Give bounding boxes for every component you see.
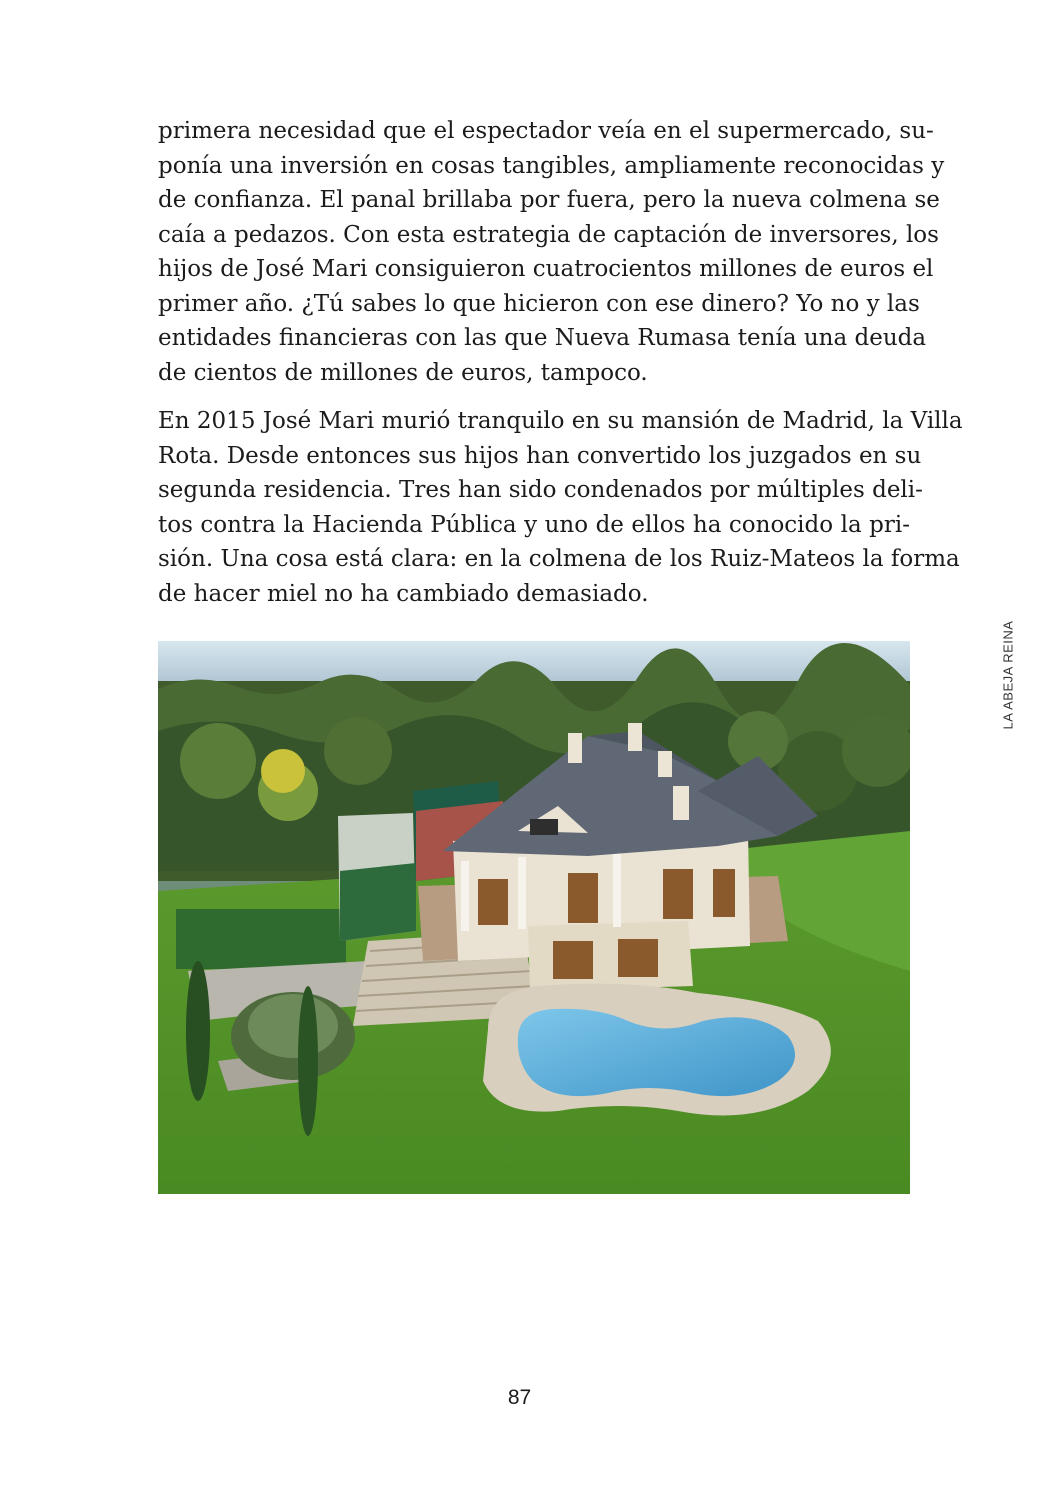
text-line: de confianza. El panal brillaba por fuera, pero la nueva colmena se	[158, 187, 940, 213]
text-line: En 2015 José Mari murió tranquilo en su mansión de Madrid, la Villa	[158, 408, 963, 434]
mansion-photo-illustration	[158, 641, 910, 1194]
text-line: tos contra la Hacienda Pública y uno de ellos ha conocido la pri-	[158, 511, 910, 538]
text-line: caía a pedazos. Con esta estrategia de captación de inversores, los	[158, 221, 939, 248]
text-line: hijos de José Mari consiguieron cuatrocientos millones de euros el	[158, 256, 934, 282]
text-line: primera necesidad que el espectador veía en el supermercado, su-	[158, 118, 934, 144]
text-line: ponía una inversión en cosas tangibles, ampliamente reconocidas y	[158, 152, 945, 179]
text-line: segunda residencia. Tres han sido condenados por múltiples deli-	[158, 477, 923, 503]
text-line: de cientos de millones de euros, tampoco.	[158, 359, 648, 386]
text-line: primer año. ¿Tú sabes lo que hicieron con ese dinero? Yo no y las	[158, 290, 920, 317]
text-line: Rota. Desde entonces sus hijos han convertido los juzgados en su	[158, 442, 922, 469]
text-line: sión. Una cosa está clara: en la colmena de los Ruiz-Mateos la forma	[158, 546, 960, 572]
running-head	[978, 620, 1038, 730]
text-line: de hacer miel no ha cambiado demasiado.	[158, 580, 649, 607]
text-line: entidades financieras con las que Nueva Rumasa tenía una deuda	[158, 325, 927, 351]
page-number: 87	[507, 1386, 532, 1409]
mansion-photo	[158, 641, 910, 1194]
running-head-text: LA ABEJA REINA	[1000, 620, 1016, 730]
paragraph-2	[158, 404, 963, 611]
paragraph-1	[158, 114, 945, 390]
